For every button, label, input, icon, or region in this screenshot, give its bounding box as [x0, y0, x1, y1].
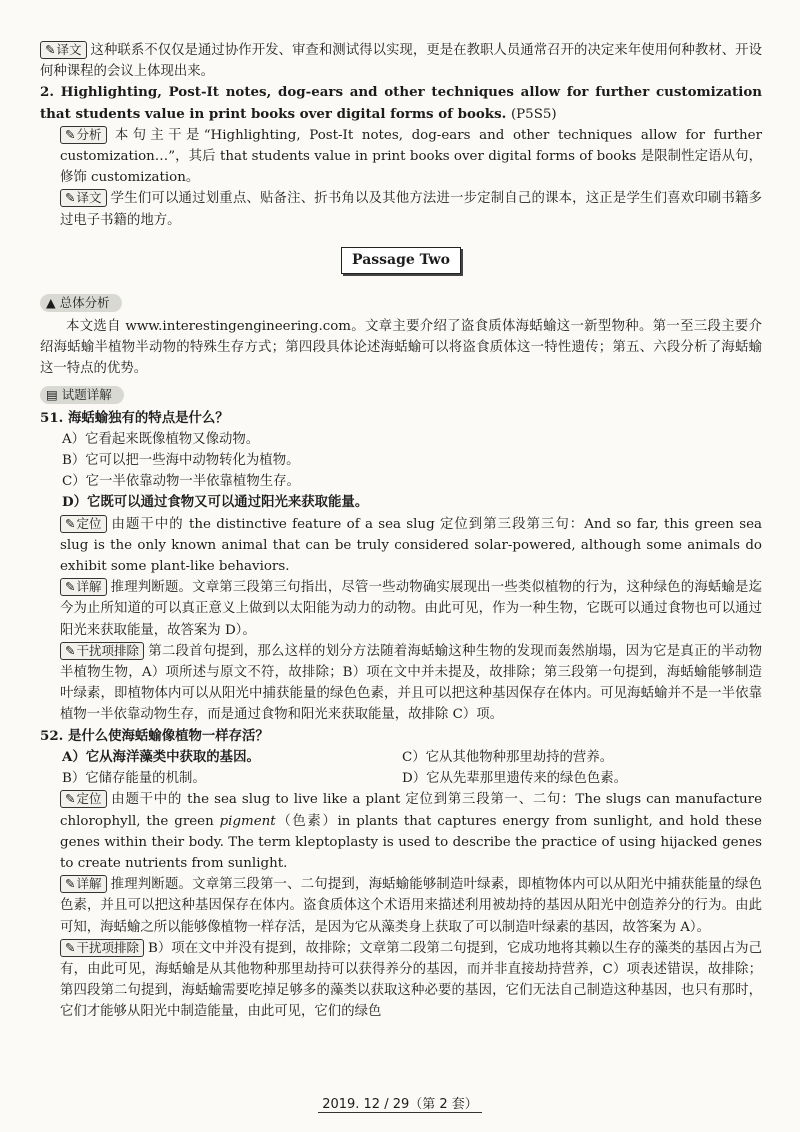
locate-block — [40, 514, 762, 578]
option-d: D）它既可以通过食物又可以通过阳光来获取能量。 — [62, 494, 369, 511]
sentence-2 — [40, 82, 762, 124]
distractor-block — [40, 641, 762, 726]
pen-icon: ✎ — [65, 126, 76, 142]
option-a: A）它从海洋藻类中获取的基因。 — [62, 748, 260, 765]
options-row-2 — [40, 768, 762, 789]
detail-text: 推理判断题。文章第三段第一、二句提到，海蛞蝓能够制造叶绿素，即植物体内可以从阳光中捕获能量的绿色色素，并且可以把这种基因保存在体内。盗食质体这个术语用来描述利用被劫持的基因从阳光中创造养分的行为。由此可知，海蛞蝓之所以能够像植物一样存活，是因为它从藻类身上获取了可以制造叶绿素的基因，故答案为 A）。 — [60, 877, 762, 935]
locate-tag: ✎定位 — [60, 790, 107, 808]
triangle-icon: ▲ — [46, 295, 56, 311]
pen-icon: ✎ — [65, 791, 76, 807]
option-c: C）它一半依靠动物一半依靠植物生存。 — [62, 474, 300, 490]
analysis-tag: ✎分析 — [60, 126, 107, 144]
detail-tag: ✎详解 — [60, 578, 107, 596]
locate-emphasis: pigment — [219, 813, 276, 829]
option-d: D）它从先辈那里遗传来的绿色色素。 — [402, 771, 627, 787]
pen-icon: ✎ — [65, 876, 76, 892]
question-text: 是什么使海蛞蝓像植物一样存活？ — [67, 727, 269, 744]
book-icon: ▤ — [46, 386, 58, 402]
distractor-text: 第二段首句提到，那么这样的划分方法随着海蛞蝓这种生物的发现而轰然崩塌，因为它是真正的半动物半植物生物，A）项所述与原文不符，故排除；B）项在文中并未提及，故排除；第三段第一句提到，海蛞蝓能够制造叶绿素，即植物体内可以从阳光中捕获能量的绿色色素，并且可以把这种基因保存在体内。可见海蛞蝓并不是一半依靠植物一半依靠动物生存，而是通过食物和阳光来获取能量，故排除 C）项。 — [60, 643, 762, 723]
locate-text: 由题干中的 the sea slug to live like a plant 定位到第三段第一、二句：The slugs can manufacture chlorophyll, the green — [60, 792, 762, 829]
translation-block-1 — [40, 40, 762, 82]
pen-icon: ✎ — [45, 42, 56, 57]
overall-analysis-label: ▲ 总体分析 — [40, 294, 122, 312]
question-detail-label: ▤ 试题详解 — [40, 386, 124, 404]
sentence-ref: (P5S5) — [510, 106, 557, 122]
locate-block — [40, 789, 762, 874]
pen-icon: ✎ — [65, 515, 76, 531]
question-number: 52. — [40, 727, 64, 744]
page-footer: 2019. 12 / 29（第 2 套） — [0, 1094, 800, 1115]
page-content — [40, 40, 762, 1023]
distractor-text: B）项在文中并没有提到，故排除；文章第二段第二句提到，它成功地将其赖以生存的藻类的基因占为己有，由此可见，海蛞蝓是从其他物种那里劫持可以获得养分的基因，而并非直接劫持营养，C）项表述错误，故排除；第四段第二句提到，海蛞蝓需要吃掉足够多的藻类以获取这种必要的基因，它们无法自己制造这种基因，也只有那时，它们才能够从阳光中制造能量，由此可见，它们的绿色 — [60, 940, 762, 1020]
translation-tag: ✎译文 — [60, 189, 107, 207]
sentence-text: Highlighting, Post-It notes, dog-ears and other techniques allow for further customization that students value in print books over digital forms of books. — [40, 84, 762, 122]
detail-block — [40, 577, 762, 641]
locate-text: 由题干中的 the distinctive feature of a sea slug 定位到第三段第三句：And so far, this green sea slug is the only known animal that can be truly considered solar-powered, although some animals do exhibit some plant-like behaviors. — [60, 516, 762, 575]
option-b: B）它储存能量的机制。 — [62, 771, 206, 787]
option-b: B）它可以把一些海中动物转化为植物。 — [62, 453, 300, 469]
detail-text: 推理判断题。文章第三段第三句指出，尽管一些动物确实展现出一些类似植物的行为，这种绿色的海蛞蝓是迄今为止所知道的可以真正意义上做到以太阳能为动力的动物。由此可见，作为一种生物，它既可以通过食物也可以通过阳光来获取能量，故答案为 D）。 — [60, 580, 762, 638]
question-51-stem — [40, 408, 762, 429]
analysis-block — [40, 125, 762, 189]
passage-title: Passage Two — [40, 247, 762, 274]
option-a: A）它看起来既像植物又像动物。 — [62, 431, 260, 447]
question-number: 51. — [40, 409, 64, 426]
overall-analysis-text: 本文选自 www.interestingengineering.com。文章主要介绍了盗食质体海蛞蝓这一新型物种。第一至三段主要介绍海蛞蝓半植物半动物的特殊生存方式；第四段具体论述海蛞蝓可以将盗食质体这一特性遗传；第五、六段分析了海蛞蝓这一特点的优势。 — [40, 319, 762, 377]
pen-icon: ✎ — [65, 579, 76, 595]
question-52-stem — [40, 726, 762, 747]
question-text: 海蛞蝓独有的特点是什么？ — [67, 409, 229, 426]
analysis-text: 本句主干是“Highlighting, Post-It notes, dog-ears and other techniques allow for further customization…”，其后 that students value in print books over digital forms of books 是限制性定语从句，修饰 customization。 — [60, 127, 762, 186]
distractor-tag: ✎干扰项排除 — [60, 939, 144, 957]
translation-text: 学生们可以通过划重点、贴备注、折书角以及其他方法进一步定制自己的课本，这正是学生们喜欢印刷书籍多过电子书籍的地方。 — [60, 191, 762, 228]
options-row-1 — [40, 747, 762, 768]
translation-block-2 — [40, 188, 762, 230]
locate-tag: ✎定位 — [60, 515, 107, 533]
distractor-block — [40, 938, 762, 1023]
locate-text-rest: （色素）in plants that captures energy from sunlight, and hold these genes within their body. The term kleptoplasty is used to describe the practice of using hijacked genes to create nutrients from sunlight. — [60, 813, 762, 871]
distractor-tag: ✎干扰项排除 — [60, 642, 144, 660]
translation-tag: ✎译文 — [40, 41, 87, 59]
detail-tag: ✎详解 — [60, 875, 107, 893]
pen-icon: ✎ — [65, 642, 76, 658]
pen-icon: ✎ — [65, 190, 76, 206]
option-c: C）它从其他物种那里劫持的营养。 — [402, 749, 614, 765]
item-number: 2. — [40, 84, 54, 101]
detail-block — [40, 874, 762, 938]
pen-icon: ✎ — [65, 939, 76, 955]
translation-text: 这种联系不仅仅是通过协作开发、审查和测试得以实现，更是在教职人员通常召开的决定来年使用何种教材、开设何种课程的会议上体现出来。 — [40, 43, 762, 80]
